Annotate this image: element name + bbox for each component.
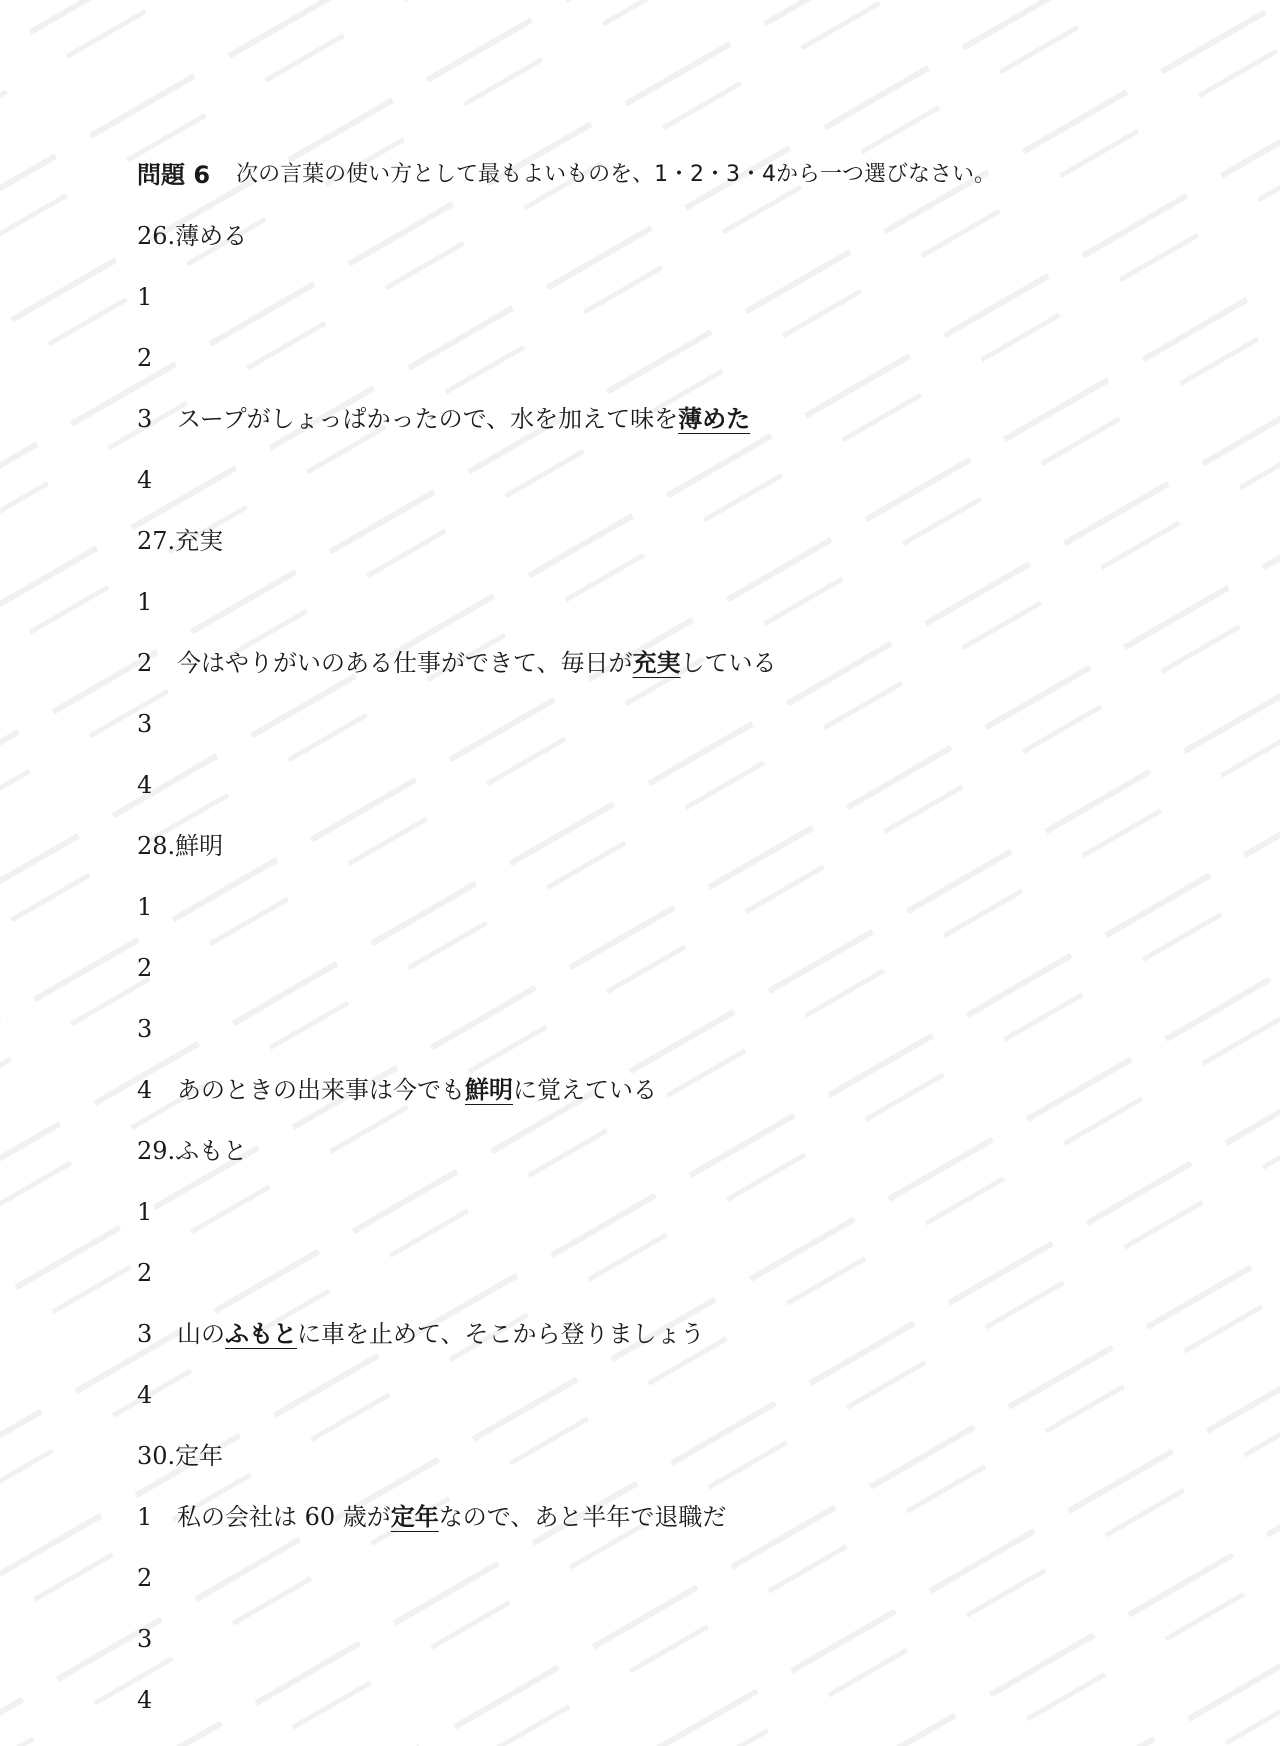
target-word: 薄めた [678,404,751,433]
target-word: 充実 [632,648,681,677]
answer-option[interactable] [137,1378,1187,1412]
section-title [137,158,1187,192]
section-number: 問題 6 [137,161,211,189]
section-instruction: 次の言葉の使い方として最もよいものを、1・2・3・4から一つ選びなさい。 [236,162,997,187]
option-number: 1 [137,893,153,921]
option-number: 2 [137,1259,153,1287]
option-number: 4 [137,466,153,494]
sentence-text: 山の [177,1320,225,1348]
option-number: 1 [137,588,153,616]
option-number: 3 [137,1320,153,1348]
option-number: 2 [137,344,153,372]
answer-option[interactable] [137,585,1187,619]
question-word: 27.充実 [137,527,224,555]
option-sentence [177,1317,705,1351]
option-sentence [177,646,777,680]
answer-option[interactable] [137,463,1187,497]
target-word: ふもと [225,1319,297,1348]
sentence-text: あのときの出来事は今でも [177,1076,465,1104]
option-number: 4 [137,1381,153,1409]
answer-option[interactable] [137,951,1187,985]
option-sentence [177,1500,726,1534]
option-number: 3 [137,710,153,738]
option-number: 1 [137,1198,153,1226]
answer-option[interactable] [137,1012,1187,1046]
answer-option[interactable] [137,1561,1187,1595]
target-word: 定年 [390,1502,439,1531]
option-number: 3 [137,1625,153,1653]
sentence-text: スープがしょっぱかったので、水を加えて味を [177,405,679,433]
answer-option[interactable] [137,1683,1187,1717]
option-number: 1 [137,1503,153,1531]
sentence-text: に車を止めて、そこから登りましょう [297,1320,705,1348]
answer-option[interactable] [137,280,1187,314]
option-number: 1 [137,283,153,311]
option-number: 4 [137,771,153,799]
sentence-text: に覚えている [513,1076,657,1104]
option-number: 4 [137,1686,153,1714]
answer-option[interactable] [137,1073,1187,1107]
answer-option[interactable] [137,341,1187,375]
answer-option[interactable] [137,1500,1187,1534]
answer-option[interactable] [137,1317,1187,1351]
answer-option[interactable] [137,768,1187,802]
question-list [137,219,1187,1717]
question-word: 28.鮮明 [137,832,224,860]
answer-option[interactable] [137,402,1187,436]
question-word: 29.ふもと [137,1137,248,1165]
sentence-text: している [680,649,777,677]
option-number: 3 [137,405,153,433]
target-word: 鮮明 [465,1075,513,1104]
question-word: 26.薄める [137,222,248,250]
sentence-text: なので、あと半年で退職だ [438,1503,727,1531]
answer-option[interactable] [137,1256,1187,1290]
question-sheet [137,158,1187,1744]
option-sentence [177,402,750,436]
option-sentence [177,1073,657,1107]
question-word: 30.定年 [137,1442,224,1470]
option-number: 2 [137,954,153,982]
sentence-text: 私の会社は 60 歳が [177,1503,391,1531]
sentence-text: 今はやりがいのある仕事ができて、毎日が [177,649,633,677]
answer-option[interactable] [137,1195,1187,1229]
answer-option[interactable] [137,890,1187,924]
answer-option[interactable] [137,707,1187,741]
option-number: 2 [137,649,153,677]
option-number: 3 [137,1015,153,1043]
answer-option[interactable] [137,646,1187,680]
option-number: 4 [137,1076,153,1104]
option-number: 2 [137,1564,153,1592]
answer-option[interactable] [137,1622,1187,1656]
